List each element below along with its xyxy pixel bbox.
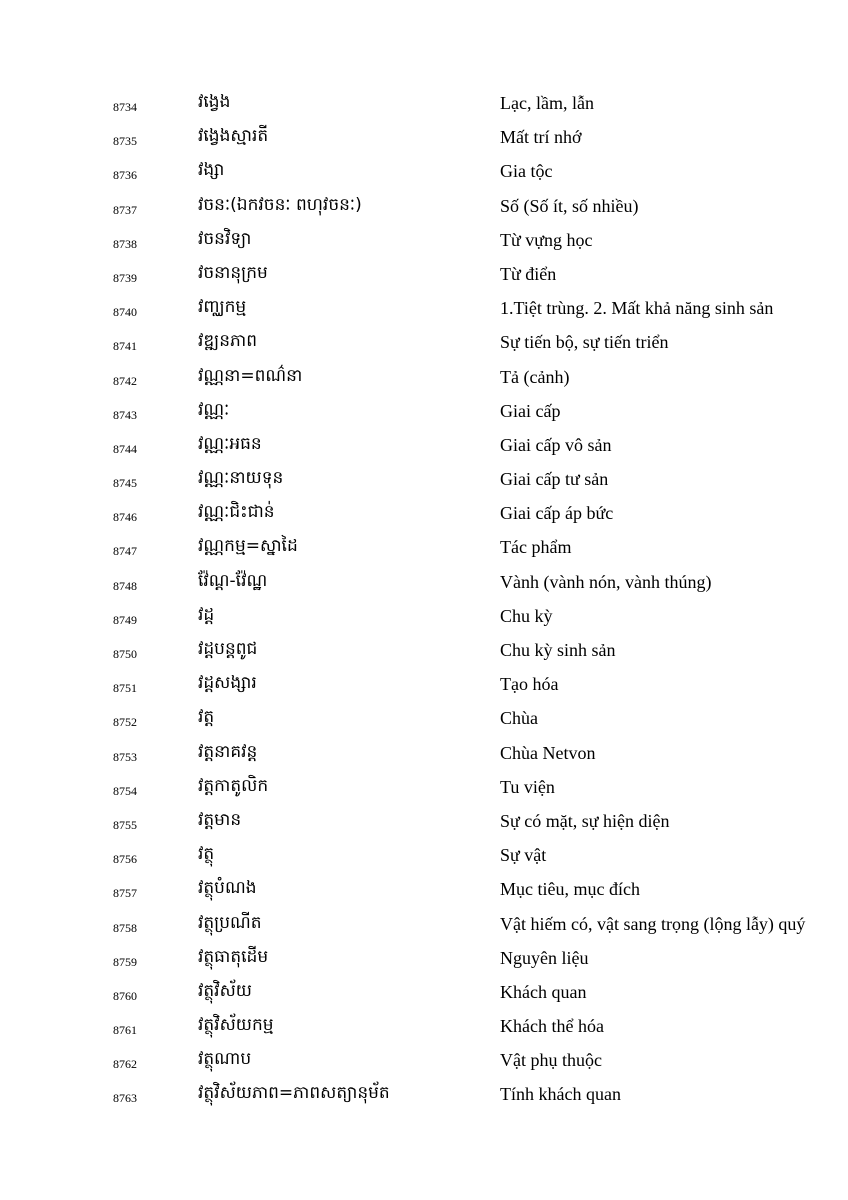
entry-number: 8743 bbox=[113, 407, 137, 422]
entry-row bbox=[0, 907, 848, 941]
entry-row bbox=[0, 462, 848, 496]
khmer-term: វត្ថុបំណង bbox=[198, 878, 257, 899]
entry-row bbox=[0, 428, 848, 462]
vietnamese-translation: Tu viện bbox=[500, 776, 555, 797]
vietnamese-translation: Tính khách quan bbox=[500, 1084, 621, 1105]
khmer-term: វត្តមាន bbox=[198, 809, 242, 830]
khmer-term: វ៉ែណ្ត-វ៉ែណ្ឋ bbox=[198, 570, 268, 591]
entry-number: 8745 bbox=[113, 476, 137, 491]
khmer-term: វណ្ណនា=ពណ៌នា bbox=[198, 365, 303, 386]
khmer-term: វត្ត bbox=[198, 707, 215, 728]
vietnamese-translation: Lạc, lầm, lẫn bbox=[500, 93, 594, 113]
vietnamese-translation: Khách thể hóa bbox=[500, 1016, 604, 1037]
entry-row bbox=[0, 120, 848, 154]
entry-number: 8748 bbox=[113, 578, 137, 593]
vietnamese-translation: Tả (cảnh) bbox=[500, 366, 570, 387]
vietnamese-translation: Vật hiếm có, vật sang trọng (lộng lẫy) quý bbox=[500, 913, 806, 934]
entry-row bbox=[0, 291, 848, 325]
khmer-term: វចនៈ(ឯកវចនៈ ពហុវចនៈ) bbox=[198, 194, 362, 215]
entry-number: 8751 bbox=[113, 681, 137, 696]
vietnamese-translation: Từ điển bbox=[500, 263, 557, 284]
vietnamese-translation: Sự tiến bộ, sự tiến triển bbox=[500, 332, 669, 353]
entry-row bbox=[0, 872, 848, 906]
entry-number: 8747 bbox=[113, 544, 137, 559]
khmer-term: វង្សា bbox=[198, 160, 225, 181]
entry-row bbox=[0, 838, 848, 872]
vietnamese-translation: Tạo hóa bbox=[500, 674, 559, 695]
khmer-term: វណ្ណៈអធន bbox=[198, 433, 262, 454]
entry-row bbox=[0, 189, 848, 223]
vietnamese-translation: 1.Tiệt trùng. 2. Mất khả năng sinh sản bbox=[500, 298, 774, 319]
entry-number: 8762 bbox=[113, 1057, 137, 1072]
vietnamese-translation: Từ vựng học bbox=[500, 229, 593, 250]
entry-row bbox=[0, 154, 848, 188]
entry-number: 8742 bbox=[113, 373, 137, 388]
khmer-term: វណ្ណៈនាយទុន bbox=[198, 468, 284, 489]
khmer-term: វចនានុក្រម bbox=[198, 262, 268, 283]
vietnamese-translation: Vành (vành nón, vành thúng) bbox=[500, 571, 712, 592]
entry-number: 8740 bbox=[113, 305, 137, 320]
entry-number: 8736 bbox=[113, 168, 137, 183]
entry-number: 8759 bbox=[113, 954, 137, 969]
entry-row bbox=[0, 257, 848, 291]
khmer-term: វត្ថុវិស័យ bbox=[198, 980, 252, 1001]
entry-number: 8753 bbox=[113, 749, 137, 764]
vietnamese-translation: Tác phẩm bbox=[500, 537, 572, 558]
khmer-term: វត្ថុប្រណីត bbox=[198, 912, 262, 933]
entry-row bbox=[0, 599, 848, 633]
entry-number: 8749 bbox=[113, 612, 137, 627]
khmer-term: វង្វេងស្មារតី bbox=[198, 126, 269, 147]
entry-row bbox=[0, 530, 848, 564]
khmer-term: វណ្ណៈជិះជាន់ bbox=[198, 502, 275, 523]
entry-number: 8756 bbox=[113, 852, 137, 867]
vietnamese-translation: Giai cấp tư sản bbox=[500, 469, 609, 490]
entry-row bbox=[0, 1043, 848, 1077]
entry-number: 8763 bbox=[113, 1091, 137, 1106]
vietnamese-translation: Mục tiêu, mục đích bbox=[500, 879, 640, 900]
vietnamese-translation: Chùa Netvon bbox=[500, 742, 596, 763]
khmer-term: វញ្ឈកម្ម bbox=[198, 297, 247, 318]
khmer-term: វដ្តបន្តពូជ bbox=[198, 639, 258, 659]
entry-row bbox=[0, 394, 848, 428]
entry-number: 8738 bbox=[113, 236, 137, 251]
entry-row bbox=[0, 736, 848, 770]
vietnamese-translation: Giai cấp bbox=[500, 400, 561, 421]
vietnamese-translation: Gia tộc bbox=[500, 161, 553, 182]
entry-list bbox=[0, 86, 848, 1112]
entry-row bbox=[0, 325, 848, 359]
entry-row bbox=[0, 86, 848, 120]
entry-row bbox=[0, 701, 848, 735]
khmer-term: វណ្ណៈ bbox=[198, 399, 230, 420]
entry-number: 8739 bbox=[113, 270, 137, 285]
vietnamese-translation: Khách quan bbox=[500, 981, 587, 1002]
khmer-term: វត្ថុវិស័យភាព=ភាពសត្យានុម័ត bbox=[198, 1083, 390, 1104]
vietnamese-translation: Sự vật bbox=[500, 845, 547, 866]
entry-number: 8760 bbox=[113, 988, 137, 1003]
entry-number: 8752 bbox=[113, 715, 137, 730]
entry-number: 8746 bbox=[113, 510, 137, 525]
khmer-term: វឌ្ឍនភាព bbox=[198, 331, 258, 352]
khmer-term: វត្ថុ bbox=[198, 844, 215, 865]
entry-row bbox=[0, 360, 848, 394]
vietnamese-translation: Chùa bbox=[500, 708, 538, 729]
entry-row bbox=[0, 804, 848, 838]
entry-number: 8737 bbox=[113, 202, 137, 217]
vietnamese-translation: Chu kỳ bbox=[500, 605, 553, 626]
entry-number: 8750 bbox=[113, 647, 137, 661]
entry-row bbox=[0, 975, 848, 1009]
khmer-term: វត្ថុវិស័យកម្ម bbox=[198, 1015, 274, 1036]
entry-row bbox=[0, 667, 848, 701]
vietnamese-translation: Chu kỳ sinh sản bbox=[500, 640, 616, 660]
entry-row bbox=[0, 223, 848, 257]
khmer-term: វចនវិទ្យា bbox=[198, 228, 252, 249]
entry-number: 8755 bbox=[113, 817, 137, 832]
entry-number: 8761 bbox=[113, 1023, 137, 1038]
khmer-term: វដ្ត bbox=[198, 604, 215, 625]
khmer-term: វត្ថុណាប bbox=[198, 1049, 252, 1070]
entry-row bbox=[0, 496, 848, 530]
vietnamese-translation: Mất trí nhớ bbox=[500, 127, 582, 148]
khmer-term: វត្តនាគវន្ត bbox=[198, 741, 258, 762]
entry-number: 8734 bbox=[113, 100, 137, 114]
vietnamese-translation: Số (Số ít, số nhiều) bbox=[500, 195, 639, 216]
entry-row bbox=[0, 565, 848, 599]
entry-row bbox=[0, 1009, 848, 1043]
khmer-term: វង្វេង bbox=[198, 92, 231, 112]
entry-row bbox=[0, 770, 848, 804]
khmer-term: វត្ថុធាតុដើម bbox=[198, 946, 269, 967]
entry-row bbox=[0, 941, 848, 975]
khmer-term: វដ្តសង្សារ bbox=[198, 673, 257, 694]
vietnamese-translation: Nguyên liệu bbox=[500, 947, 589, 968]
entry-number: 8744 bbox=[113, 441, 137, 456]
entry-number: 8758 bbox=[113, 920, 137, 935]
vietnamese-translation: Giai cấp vô sản bbox=[500, 434, 612, 455]
vietnamese-translation: Vật phụ thuộc bbox=[500, 1050, 602, 1071]
entry-number: 8741 bbox=[113, 339, 137, 354]
vietnamese-translation: Giai cấp áp bức bbox=[500, 503, 614, 524]
entry-row bbox=[0, 633, 848, 667]
vietnamese-translation: Sự có mặt, sự hiện diện bbox=[500, 810, 670, 831]
khmer-term: វត្តកាតូលិក bbox=[198, 775, 269, 796]
entry-number: 8735 bbox=[113, 134, 137, 149]
entry-number: 8754 bbox=[113, 783, 137, 798]
entry-number: 8757 bbox=[113, 886, 137, 901]
khmer-term: វណ្ណកម្ម=ស្នាដៃ bbox=[198, 536, 298, 557]
entry-row bbox=[0, 1077, 848, 1111]
